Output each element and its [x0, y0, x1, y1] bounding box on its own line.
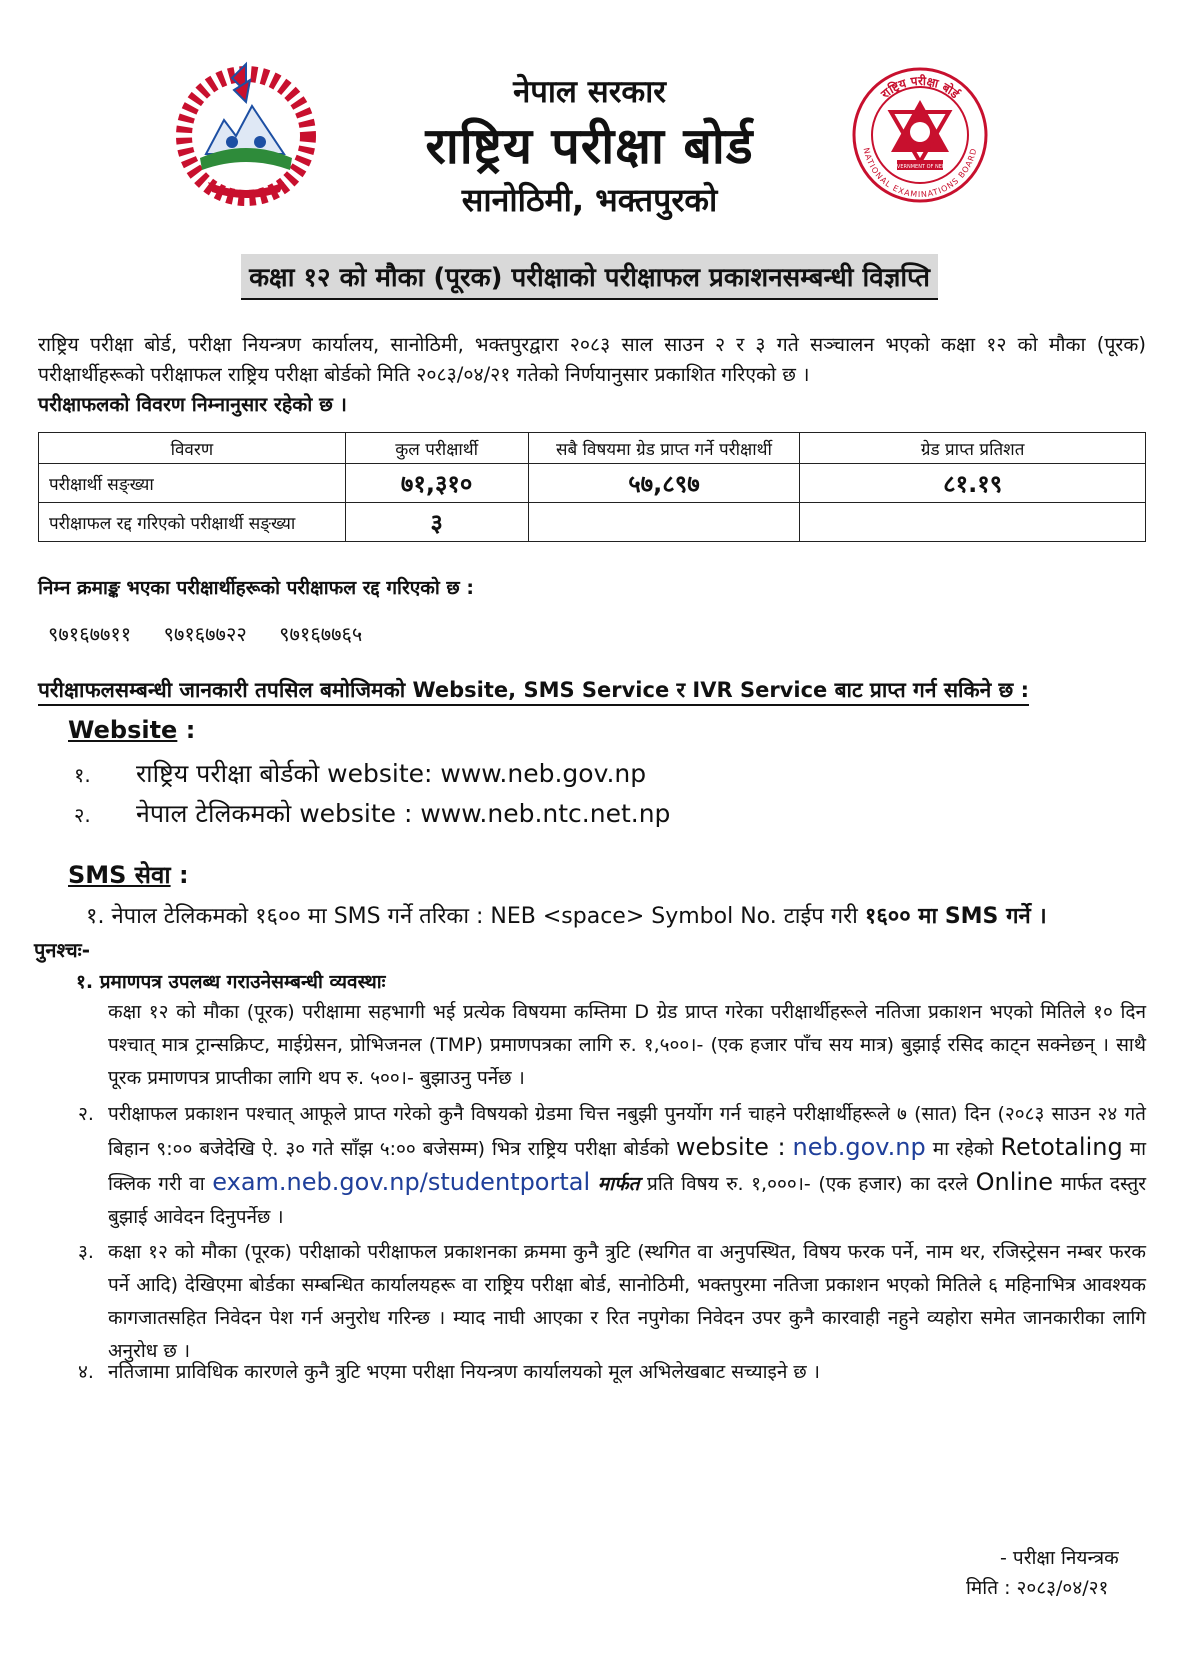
student-portal-link[interactable]: exam.neb.gov.np/studentportal — [212, 1168, 591, 1196]
neb-seal-icon — [845, 60, 995, 210]
government-name: नेपाल सरकार — [513, 74, 666, 110]
notice-title: कक्षा १२ को मौका (पूरक) परीक्षाको परीक्षाफल प्रकाशनसम्बन्धी विज्ञप्ति — [241, 254, 938, 300]
info-heading: परीक्षाफलसम्बन्धी जानकारी तपसिल बमोजिमको Website, SMS Service र IVR Service बाट प्राप्त गर्न सकिने छ : — [38, 676, 1029, 706]
website-item — [74, 756, 646, 790]
sms-heading-colon: : — [178, 861, 189, 889]
website-heading — [68, 716, 195, 744]
cancelled-number: ९७१६७७२२ — [163, 622, 247, 646]
note-4-number: ४. — [78, 1361, 94, 1383]
cancelled-heading: निम्न क्रमाङ्क भएका परीक्षार्थीहरूको परीक्षाफल रद्द गरिएको छ : — [38, 577, 474, 599]
retotaling-label: Retotaling — [1000, 1133, 1123, 1161]
table-cell — [528, 503, 800, 542]
cancelled-number: ९७१६७७११ — [48, 622, 132, 646]
table-header: कुल परीक्षार्थी — [345, 433, 528, 464]
note-2-marfat: मार्फत — [597, 1173, 640, 1195]
sms-item — [86, 900, 1047, 930]
table-row — [39, 503, 1146, 542]
board-name: राष्ट्रिय परीक्षा बोर्ड — [425, 117, 754, 175]
table-cell: ८१.१९ — [800, 464, 1146, 503]
note-3-number: ३. — [78, 1241, 94, 1263]
website-item-number: २. — [74, 803, 91, 827]
note-3-text: कक्षा १२ को मौका (पूरक) परीक्षाको परीक्षाफल प्रकाशनका क्रममा कुनै त्रुटि (स्थगित वा अनुपस्थित, विषय फरक पर्ने, नाम थर, रजिस्ट्रेसन नम्बर फरक पर्ने आदि) देखिएमा बोर्डका सम्बन्धित कार्यालयहरू वा राष्ट्रिय परीक्षा बोर्ड, सानोठिमी, भक्तपुरमा नतिजा प्रकाशन भएको मितिले ६ महिनाभित्र आवश्यक कागजातसहित निवेदन पेश गर्न अनुरोध गरिन्छ । म्याद नाघी आएका र रित नपुगेका निवेदन उपर कुनै कारवाही नहुने व्यहोरा समेत जानकारीका लागि अनुरोध छ । — [108, 1241, 1146, 1362]
cancelled-number: ९७१६७७६५ — [279, 622, 363, 646]
table-header: विवरण — [39, 433, 346, 464]
results-table — [38, 432, 1146, 542]
website-item-number: १. — [74, 763, 91, 787]
note-4-text: नतिजामा प्राविधिक कारणले कुनै त्रुटि भएमा परीक्षा नियन्त्रण कार्यालयको मूल अभिलेखबाट सच्याइने छ । — [108, 1361, 820, 1383]
note-1-text: कक्षा १२ को मौका (पूरक) परीक्षामा सहभागी भई प्रत्येक विषयमा कम्तिमा D ग्रेड प्राप्त गरेका परीक्षार्थीहरूले नतिजा प्रकाशन भएको मितिले १० दिन पश्चात् मात्र ट्रान्सक्रिप्ट, माईग्रेसन, प्रोभिजनल (TMP) प्रमाणपत्रका लागि रु. १,५००।- (एक हजार पाँच सय मात्र) बुझाई रसिद काट्न सक्नेछन् । साथै पूरक प्रमाणपत्र प्राप्तीका लागि थप रु. ५००।- बुझाउनु पर्नेछ । — [108, 1001, 1146, 1089]
notice-title-wrap — [0, 254, 1179, 300]
sms-heading-label: SMS सेवा — [68, 861, 171, 889]
table-row — [39, 464, 1146, 503]
table-cell: ३ — [345, 503, 528, 542]
intro-text: राष्ट्रिय परीक्षा बोर्ड, परीक्षा नियन्त्रण कार्यालय, सानोठिमी, भक्तपुरद्वारा २०८३ साल साउन २ र ३ गते सञ्चालन भएको कक्षा १२ को मौका (पूरक) परीक्षार्थीहरूको परीक्षाफल राष्ट्रिय परीक्षा बोर्डको मिति २०८३/०४/२१ गतेको निर्णयानुसार प्रकाशित गरिएको छ । — [38, 333, 1146, 386]
seal-ring-text: NATIONAL EXAMINATIONS BOARD — [861, 146, 979, 200]
website-item-text[interactable]: राष्ट्रिय परीक्षा बोर्डको website: www.neb.gov.np — [135, 759, 647, 788]
note-2-website-label: website : — [675, 1133, 786, 1161]
table-header-row — [39, 433, 1146, 464]
note-2-mid-2: मा क्लिक गरी वा — [108, 1138, 1147, 1195]
seal-top-text: राष्ट्रिय परीक्षा बोर्ड — [878, 73, 962, 102]
svg-text:NATIONAL EXAMINATIONS BOARD — [862, 147, 979, 199]
website-heading-label: Website — [68, 716, 178, 744]
board-location: सानोठिमी, भक्तपुरको — [461, 181, 718, 219]
table-cell: परीक्षाफल रद्द गरिएको परीक्षार्थी सङ्ख्या — [39, 503, 346, 542]
sms-item-text: नेपाल टेलिकमको १६०० मा SMS गर्ने तरिका : NEB <space> Symbol No. टाईप गरी — [111, 904, 858, 929]
note-2-part-b2: मार्फत दस्तुर बुझाई आवेदन दिनुपर्नेछ । — [108, 1173, 1146, 1228]
table-cell — [800, 503, 1146, 542]
sms-heading — [68, 858, 189, 891]
note-2-number: २. — [78, 1103, 94, 1125]
intro-paragraph — [38, 330, 1146, 420]
postscript-label: पुनश्चः- — [34, 938, 91, 962]
sms-item-number: १. — [86, 904, 105, 929]
signature-date: मिति : २०८३/०४/२१ — [966, 1577, 1109, 1599]
neb-website-link[interactable]: neb.gov.np — [792, 1133, 926, 1161]
signature-role: - परीक्षा नियन्त्रक — [1000, 1547, 1119, 1569]
note-2-part-b1: प्रति विषय रु. १,०००।- (एक हजार) का दरले — [647, 1173, 969, 1195]
note-2-online: Online — [975, 1168, 1054, 1196]
sms-item-bold: १६०० मा SMS गर्ने । — [864, 904, 1047, 929]
table-cell: ७१,३१० — [345, 464, 528, 503]
website-heading-colon: : — [185, 716, 196, 744]
table-cell: ५७,८९७ — [528, 464, 800, 503]
seal-inner-text: GOVERNMENT OF NEPAL — [889, 164, 951, 170]
note-2-part-a: परीक्षाफल प्रकाशन पश्चात् आफूले प्राप्त गरेको कुनै विषयको ग्रेडमा चित्त नबुझी पुनर्योग गर्न चाहने परीक्षार्थीहरूले ७ (सात) दिन (२०८३ साउन २४ गते बिहान ९:०० बजेदेखि ऐ. ३० गते साँझ ५:०० बजेसम्म) भित्र राष्ट्रिय परीक्षा बोर्डको — [108, 1103, 1146, 1160]
website-item-text[interactable]: नेपाल टेलिकमको website : www.neb.ntc.net.np — [135, 799, 671, 828]
intro-bold: परीक्षाफलको विवरण निम्नानुसार रहेको छ । — [38, 393, 347, 416]
note-2-mid-1: मा रहेको — [932, 1138, 994, 1160]
cancelled-numbers — [48, 620, 380, 647]
note-2-text — [108, 1098, 1146, 1234]
website-item — [74, 796, 670, 830]
table-header: ग्रेड प्राप्त प्रतिशत — [800, 433, 1146, 464]
table-cell: परीक्षार्थी सङ्ख्या — [39, 464, 346, 503]
note-1-heading: १. प्रमाणपत्र उपलब्ध गराउनेसम्बन्धी व्यवस्थाः — [76, 971, 386, 993]
svg-text:राष्ट्रिय परीक्षा बोर्ड — [878, 74, 963, 102]
table-header: सबै विषयमा ग्रेड प्राप्त गर्ने परीक्षार्थी — [528, 433, 800, 464]
